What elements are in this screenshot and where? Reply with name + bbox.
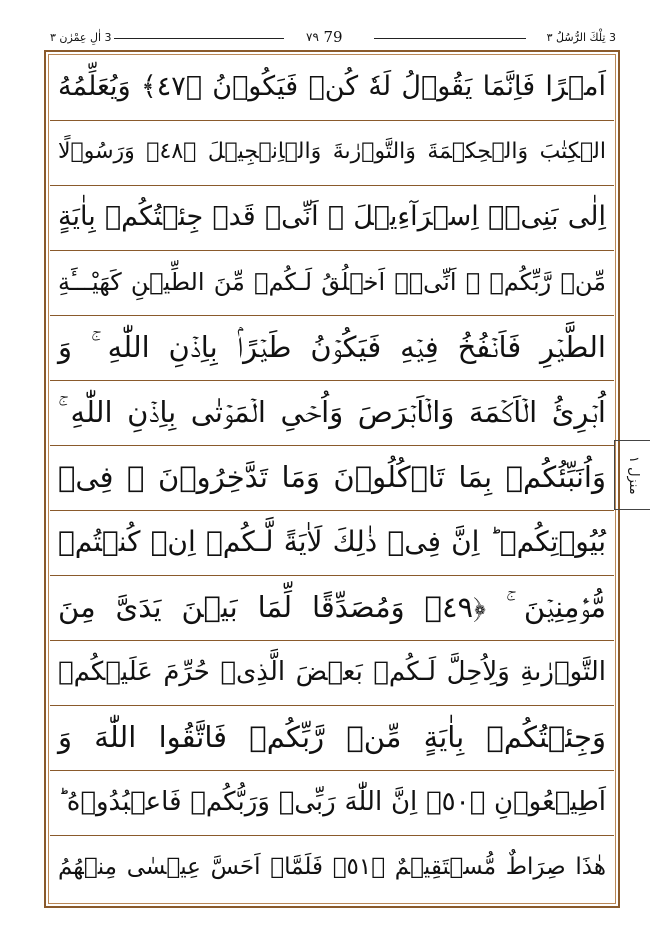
text-line-5: الطَّيۡرِ فَاَنۡفُخُ فِيۡهِ فَيَكُوۡنُ طَيۡرًاۢ بِاِذۡنِ اللّٰهِ ۚ وَ	[50, 316, 614, 381]
text-line-1: اَمۡرًا فَاِنَّمَا يَقُوۡلُ لَهٗ كُنۡ فَيَكُوۡنُ ﴿٤٧﴾ وَيُعَلِّمُهُ	[50, 56, 614, 121]
text-line-2: الۡكِتٰبَ وَالۡحِكۡمَةَ وَالتَّوۡرٰٮةَ وَالۡاِنۡجِيۡلَ ﴿٤٨﴾ وَرَسُوۡلًا	[50, 121, 614, 186]
text-line-3: اِلٰى بَنِىۡۤ اِسۡرَآءِيۡلَ ۙ اَنِّىۡ قَدۡ جِئۡتُكُمۡ بِاٰيَةٍ	[50, 186, 614, 251]
page-number-arabic: ٧٩	[306, 30, 319, 44]
text-line-12: اَطِيۡعُوۡنِ ﴿٥٠﴾ اِنَّ اللّٰهَ رَبِّىۡ وَرَبُّكُمۡ فَاعۡبُدُوۡهُ ؕ	[50, 771, 614, 836]
page-number: 79	[323, 28, 343, 46]
manzil-margin-note: منزل ١	[614, 440, 650, 510]
text-line-13: هٰذَا صِرَاطٌ مُّسۡتَقِيۡمٌ ﴿٥١﴾ فَلَمَّاۤ اَحَسَّ عِيۡسٰى مِنۡهُمُ	[58, 854, 606, 880]
text-line-4: مِّنۡ رَّبِّكُمۡ ۙ اَنِّىۡۤ اَخۡلُقُ لَـكُمۡ مِّنَ الطِّيۡنِ كَهَیْـــَٔةِ	[50, 251, 614, 316]
text-line-10: التَّوۡرٰٮةِ وَلِاُحِلَّ لَـكُمۡ بَعۡضَ الَّذِىۡ حُرِّمَ عَلَيۡكُمۡ	[50, 641, 614, 706]
page-header	[44, 28, 622, 50]
quran-text-block	[50, 56, 614, 902]
text-line-6: اُبۡرِئُ الۡاَكۡمَهَ وَالۡاَبۡرَصَ وَاُحۡىِ الۡمَوۡتٰى بِاِذۡنِ اللّٰهِ ۚ	[50, 381, 614, 446]
surah-title: 3 اٰلِ عِمْرٰن ٣	[50, 31, 112, 44]
text-line-7: وَاُنَبِّئُكُمۡ بِمَا تَاۡكُلُوۡنَ وَمَا تَدَّخِرُوۡنَ ۙ فِىۡ	[50, 446, 614, 511]
text-line-8: بُيُوۡتِكُمۡ ؕ اِنَّ فِىۡ ذٰلِكَ لَاٰيَةً لَّـكُمۡ اِنۡ كُنۡتُمۡ	[50, 511, 614, 576]
text-line-11: وَجِئۡتُكُمۡ بِاٰيَةٍ مِّنۡ رَّبِّكُمۡ فَاتَّقُوا اللّٰهَ وَ	[50, 706, 614, 771]
text-line-9: مُّؤۡمِنِيۡنَ ۚ ﴿٤٩﴾ وَمُصَدِّقًا لِّمَا بَيۡنَ يَدَىَّ مِنَ	[50, 576, 614, 641]
juz-title: 3 تِلْكَ الرُّسُلُ ٣	[546, 31, 616, 44]
